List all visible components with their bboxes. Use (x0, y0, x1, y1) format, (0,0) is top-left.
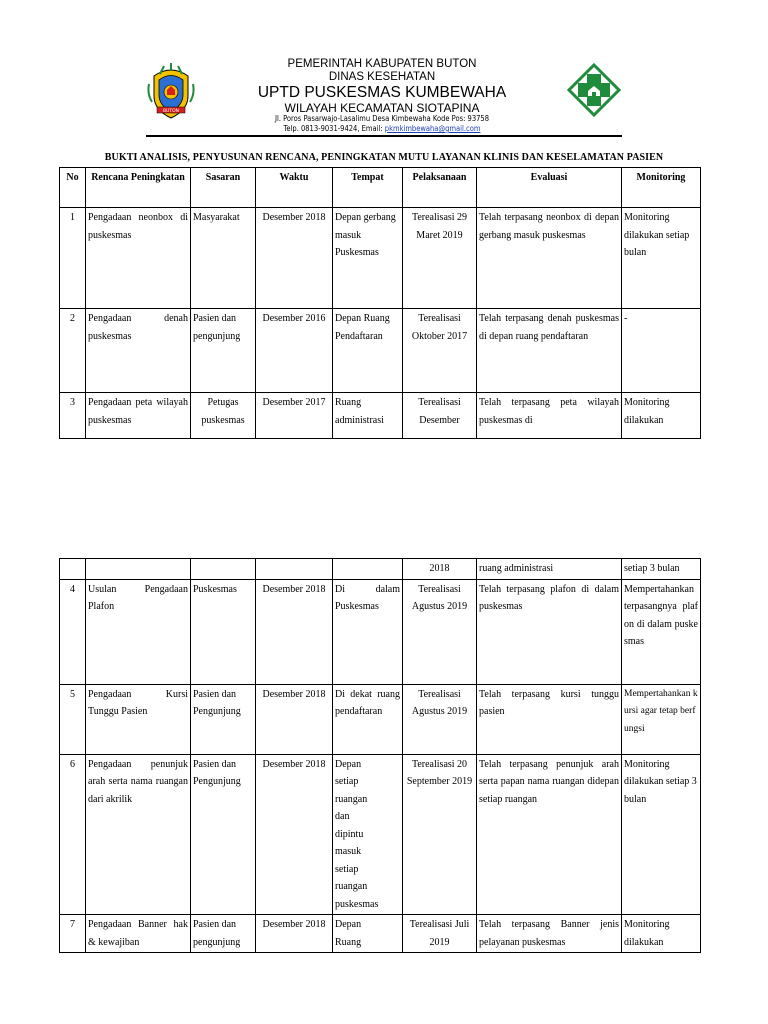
cell-no: 5 (60, 684, 86, 754)
cell-no: 2 (60, 309, 86, 393)
cell-evaluasi: Telah terpasang neonbox di depan gerbang masuk puskesmas (477, 208, 622, 309)
department-line: DINAS KESEHATAN (328, 71, 436, 83)
cell-rencana: Pengadaan Banner hak & kewajiban (86, 915, 191, 953)
cell-sasaran: Pasien dan Pengunjung (191, 754, 256, 915)
buton-regency-emblem-icon (146, 62, 196, 120)
cell-no: 4 (60, 579, 86, 684)
letterhead (0, 0, 768, 140)
emblem-label: BUTON (162, 109, 180, 114)
table-row (60, 393, 701, 439)
cell-tempat (333, 559, 403, 580)
cell-waktu: Desember 2017 (256, 393, 333, 439)
cell-pelaksanaan: Terealisasi Agustus 2019 (403, 684, 477, 754)
cell-rencana: Usulan Pengadaan Plafon (86, 579, 191, 684)
continuation-row (60, 559, 701, 580)
cell-waktu: Desember 2018 (256, 579, 333, 684)
cell-pelaksanaan: 2018 (403, 559, 477, 580)
cell-sasaran: Pasien dan Pengunjung (191, 684, 256, 754)
cell-sasaran: Petugas puskesmas (191, 393, 256, 439)
col-header-rencana: Rencana Peningkatan (86, 168, 191, 208)
cell-monitoring: Monitoring dilakukan (622, 393, 701, 439)
cell-evaluasi: Telah terpasang Banner jenis pelayanan puskesmas (477, 915, 622, 953)
cell-evaluasi: Telah terpasang plafon di dalam puskesmas (477, 579, 622, 684)
government-line: PEMERINTAH KABUPATEN BUTON (287, 58, 477, 70)
col-header-no: No (60, 168, 86, 208)
table-header-row (60, 168, 701, 208)
institution-name: UPTD PUSKESMAS KUMBEWAHA (257, 84, 507, 101)
cell-no (60, 559, 86, 580)
col-header-tempat: Tempat (333, 168, 403, 208)
puskesmas-logo-icon (567, 63, 621, 117)
cell-rencana: Pengadaan Kursi Tunggu Pasien (86, 684, 191, 754)
cell-no: 3 (60, 393, 86, 439)
cell-pelaksanaan: Terealisasi 29 Maret 2019 (403, 208, 477, 309)
col-header-sasaran: Sasaran (191, 168, 256, 208)
cell-tempat: Depan Ruang (333, 915, 403, 953)
contact-line (200, 125, 564, 133)
cell-evaluasi: Telah terpasang kursi tunggu pasien (477, 684, 622, 754)
cell-sasaran: Pasien dan pengunjung (191, 915, 256, 953)
table-row (60, 309, 701, 393)
cell-tempat: Di dalam Puskesmas (333, 579, 403, 684)
improvement-table-page-2 (59, 558, 701, 953)
cell-pelaksanaan: Terealisasi 20 September 2019 (403, 754, 477, 915)
cell-evaluasi: Telah terpasang penunjuk arah serta papan nama ruangan didepan setiap ruangan (477, 754, 622, 915)
col-header-evaluasi: Evaluasi (477, 168, 622, 208)
cell-evaluasi: Telah terpasang peta wilayah puskesmas di (477, 393, 622, 439)
cell-sasaran: Pasien dan pengunjung (191, 309, 256, 393)
document-title: BUKTI ANALISIS, PENYUSUNAN RENCANA, PENINGKATAN MUTU LAYANAN KLINIS DAN KESELAMATAN PASIEN (104, 152, 664, 163)
cell-pelaksanaan: Terealisasi Juli 2019 (403, 915, 477, 953)
cell-rencana: Pengadaan penunjuk arah serta nama ruangan dari akrilik (86, 754, 191, 915)
cell-monitoring: Monitoring dilakukan (622, 915, 701, 953)
table-row (60, 208, 701, 309)
cell-pelaksanaan: Terealisasi Oktober 2017 (403, 309, 477, 393)
cell-tempat: Ruang administrasi (333, 393, 403, 439)
cell-monitoring: Monitoring dilakukan setiap bulan (622, 208, 701, 309)
cell-sasaran (191, 559, 256, 580)
table-row (60, 579, 701, 684)
col-header-waktu: Waktu (256, 168, 333, 208)
cell-no: 6 (60, 754, 86, 915)
email-link[interactable]: pkmkimbewaha@gmail.com (384, 124, 481, 133)
address-line: Jl. Poros Pasarwajo-Lasalimu Desa Kimbewaha Kode Pos: 93758 (274, 114, 489, 123)
cell-monitoring: Mempertahankan terpasangnya plafon di dalam puskesmas (622, 579, 701, 684)
cell-waktu: Desember 2018 (256, 754, 333, 915)
cell-tempat: Depan setiap ruangan dan dipintu masuk setiap ruangan puskesmas (333, 754, 403, 915)
cell-rencana (86, 559, 191, 580)
cell-evaluasi: ruang administrasi (477, 559, 622, 580)
col-header-pelaksanaan: Pelaksanaan (403, 168, 477, 208)
cell-evaluasi: Telah terpasang denah puskesmas di depan ruang pendaftaran (477, 309, 622, 393)
cell-waktu: Desember 2018 (256, 208, 333, 309)
cell-no: 7 (60, 915, 86, 953)
cell-no: 1 (60, 208, 86, 309)
cell-monitoring: Monitoring dilakukan setiap 3 bulan (622, 754, 701, 915)
cell-rencana: Pengadaan denah puskesmas (86, 309, 191, 393)
header-rule (146, 135, 622, 137)
cell-rencana: Pengadaan neonbox di puskesmas (86, 208, 191, 309)
cell-sasaran: Masyarakat (191, 208, 256, 309)
cell-tempat: Depan Ruang Pendaftaran (333, 309, 403, 393)
table-row (60, 915, 701, 953)
col-header-monitoring: Monitoring (622, 168, 701, 208)
table-row (60, 684, 701, 754)
cell-waktu: Desember 2016 (256, 309, 333, 393)
cell-monitoring: Mempertahankan kursi agar tetap berfungsi (622, 684, 701, 754)
cell-rencana: Pengadaan peta wilayah puskesmas (86, 393, 191, 439)
table-row (60, 754, 701, 915)
improvement-table-page-1 (59, 167, 701, 439)
cell-monitoring: - (622, 309, 701, 393)
cell-pelaksanaan: Terealisasi Agustus 2019 (403, 579, 477, 684)
cell-pelaksanaan: Terealisasi Desember (403, 393, 477, 439)
cell-tempat: Depan gerbang masuk Puskesmas (333, 208, 403, 309)
cell-waktu (256, 559, 333, 580)
cell-tempat: Di dekat ruang pendaftaran (333, 684, 403, 754)
district-line: WILAYAH KECAMATAN SIOTAPINA (284, 101, 480, 115)
phone-text: Telp. 0813-9031-9424, Email: (283, 124, 383, 133)
cell-monitoring: setiap 3 bulan (622, 559, 701, 580)
cell-waktu: Desember 2018 (256, 915, 333, 953)
cell-sasaran: Puskesmas (191, 579, 256, 684)
cell-waktu: Desember 2018 (256, 684, 333, 754)
